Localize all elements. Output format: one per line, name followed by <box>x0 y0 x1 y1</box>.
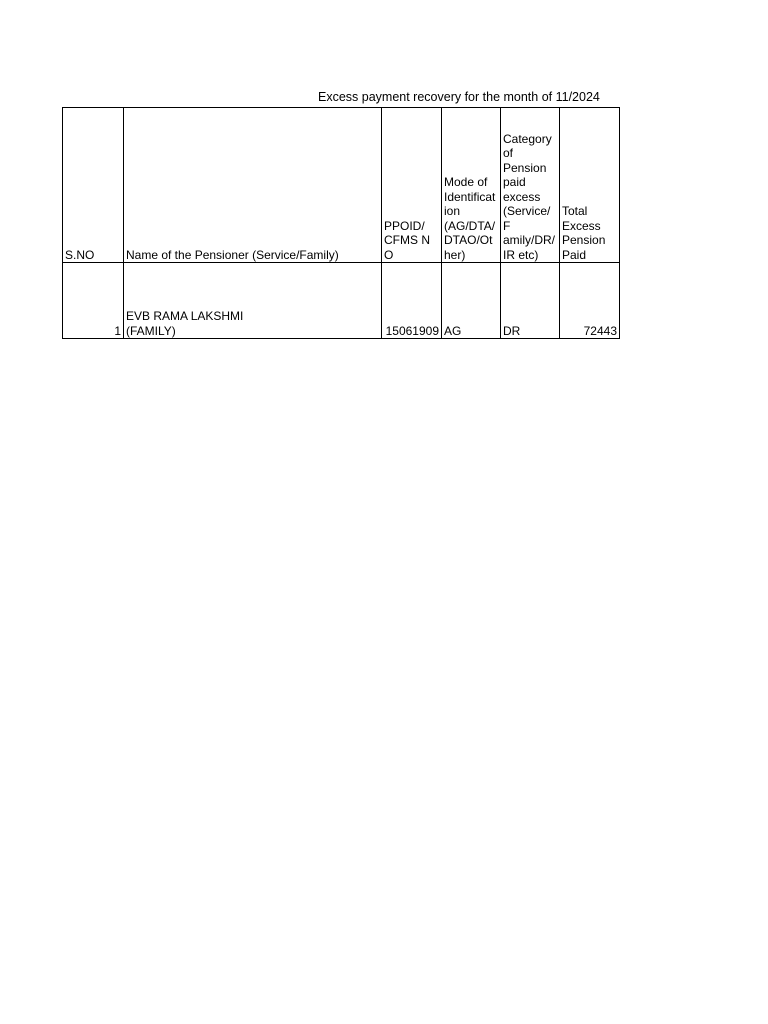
header-total-excess: Total Excess Pension Paid <box>560 108 620 263</box>
header-pensioner-name: Name of the Pensioner (Service/Family) <box>124 108 382 263</box>
cell-category: DR <box>501 263 560 339</box>
page-title: Excess payment recovery for the month of 11/2024 <box>318 90 600 104</box>
table-row <box>63 263 620 339</box>
recovery-table <box>62 107 620 339</box>
cell-total-excess: 72443 <box>560 263 620 339</box>
cell-ppoid: 15061909 <box>382 263 442 339</box>
header-ppoid: PPOID/ CFMS NO <box>382 108 442 263</box>
header-sno: S.NO <box>63 108 124 263</box>
header-mode-of-identification: Mode of Identificat ion (AG/DTA/ DTAO/Ot her) <box>442 108 501 263</box>
cell-pensioner-name: EVB RAMA LAKSHMI (FAMILY) <box>124 263 382 339</box>
cell-mode: AG <box>442 263 501 339</box>
table-header-row <box>63 108 620 263</box>
cell-sno: 1 <box>63 263 124 339</box>
header-category: Category of Pension paid excess (Service/F amily/DR/ IR etc) <box>501 108 560 263</box>
